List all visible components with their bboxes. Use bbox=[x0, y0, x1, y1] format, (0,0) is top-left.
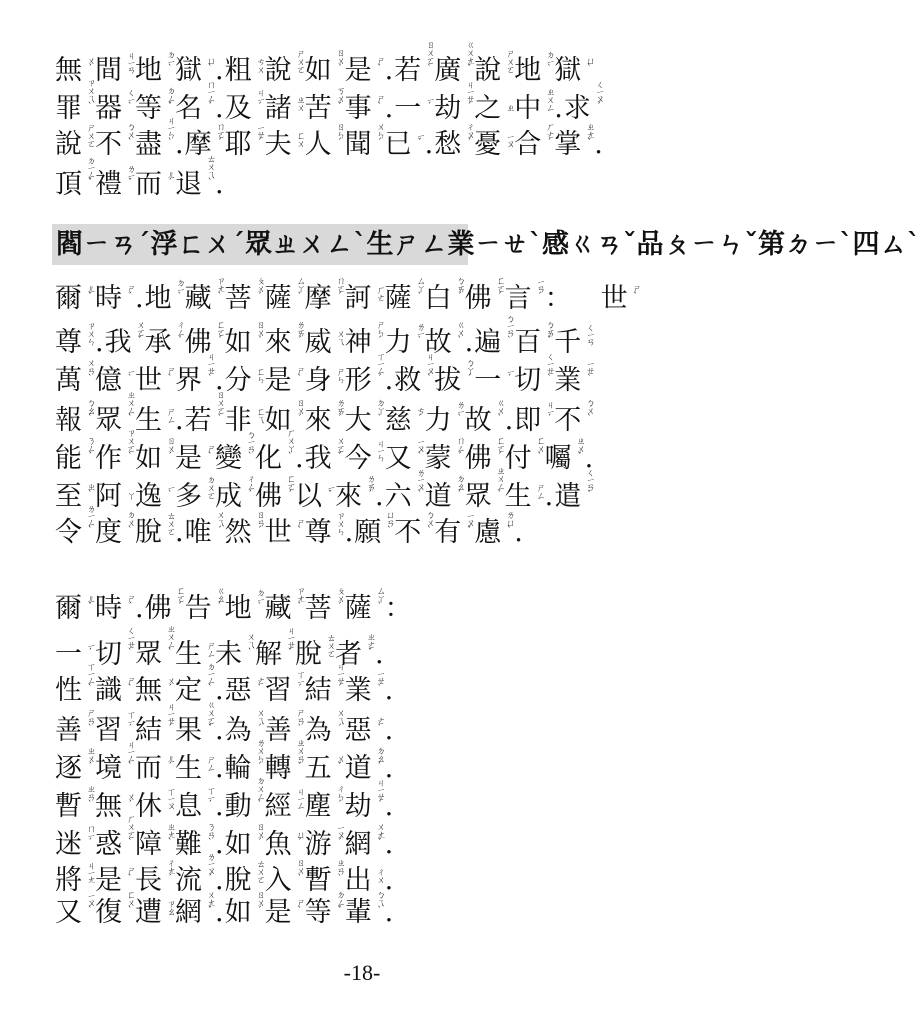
text-line: 能 ㄋㄥˊ作 ㄗㄨㄛˋ如 ㄖㄨˊ是 ㄕˋ變 ㄅㄧㄢˋ化 ㄏㄨㄚˋ.我 ㄨㄛˇ今 ㄐㄧㄣ又 ㄧㄡˋ蒙 ㄇㄥˊ佛 ㄈㄛˊ付 ㄈㄨˋ囑 ㄓㄨˇ. bbox=[55, 428, 595, 474]
text-line: 罪 ㄗㄨㄟˋ器 ㄑㄧˋ等 ㄉㄥˇ名 ㄇㄧㄥˊ.及 ㄐㄧˊ諸 ㄓㄨ苦 ㄎㄨˇ事 ㄕˋ.一 ㄧˊ劫 ㄐㄧㄝˊ之 ㄓ中 ㄓㄨㄥ.求 ㄑㄧㄡˊ bbox=[55, 78, 604, 124]
text-line: 性 ㄒㄧㄥˋ識 ㄕˋ無 ㄨˊ定 ㄉㄧㄥˋ.惡 ㄜˋ習 ㄒㄧˊ結 ㄐㄧㄝˊ業 ㄧㄝˋ. bbox=[55, 662, 395, 707]
paragraph-ksitigarbha-speech bbox=[55, 276, 675, 549]
text-line: 逐 ㄓㄨˊ境 ㄐㄧㄥˋ而 ㄦˊ生 ㄕㄥ.輪 ㄌㄨㄣˊ轉 ㄓㄨㄢˇ五 ㄨˇ道 ㄉㄠˋ. bbox=[55, 738, 395, 784]
text-line: 爾 ㄦˇ時 ㄕˊ.佛 ㄈㄛˊ告 ㄍㄠˋ地 ㄉㄧˋ藏 ㄗㄤˋ菩 ㄆㄨˊ薩 ㄙㄚˋ： bbox=[55, 586, 413, 624]
text-line: 又 ㄧㄡˋ復 ㄈㄨˋ遭 ㄗㄠ網 ㄨㄤˇ.如 ㄖㄨˊ是 ㄕˋ等 ㄉㄥˇ輩 ㄅㄟˋ. bbox=[55, 890, 395, 928]
chapter-heading: 閻ㄧㄢˊ浮ㄈㄨˊ眾ㄓㄨㄥˋ生ㄕㄥ業ㄧㄝˋ感ㄍㄢˇ品ㄆㄧㄣˇ第ㄉㄧˋ四ㄙˋ bbox=[52, 224, 468, 265]
paragraph-hell-description bbox=[55, 40, 675, 200]
text-line: 暫 ㄓㄢˋ無 ㄨˊ休 ㄒㄧㄡ息 ㄒㄧˊ.動 ㄉㄨㄥˋ經 ㄐㄧㄥ塵 ㄔㄣˊ劫 ㄐㄧㄝˊ. bbox=[55, 776, 395, 822]
text-line: 報 ㄅㄠˋ眾 ㄓㄨㄥˋ生 ㄕㄥ.若 ㄖㄨㄛˋ非 ㄈㄟ如 ㄖㄨˊ來 ㄌㄞˊ大 ㄉㄚˋ慈 ㄘˊ力 ㄌㄧˋ故 ㄍㄨˋ.即 ㄐㄧˊ不 ㄅㄨˋ bbox=[55, 390, 595, 436]
text-line: 迷 ㄇㄧˊ惑 ㄏㄨㄛˋ障 ㄓㄤˋ難 ㄋㄢˋ.如 ㄖㄨˊ魚 ㄩˊ游 ㄧㄡˊ網 ㄨㄤˇ. bbox=[55, 814, 395, 860]
text-line: 尊 ㄗㄨㄣ.我 ㄨㄛˇ承 ㄔㄥˊ佛 ㄈㄛˊ如 ㄖㄨˊ來 ㄌㄞˊ威 ㄨㄟ神 ㄕㄣˊ力 ㄌㄧˋ故 ㄍㄨˋ.遍 ㄅㄧㄢˋ百 ㄅㄞˇ千 ㄑㄧㄢ bbox=[55, 314, 595, 359]
text-line: 說 ㄕㄨㄛ不 ㄅㄨˋ盡 ㄐㄧㄣˋ.摩 ㄇㄛˊ耶 ㄧㄝˊ夫 ㄈㄨ人 ㄖㄣˊ聞 ㄨㄣˊ已 ㄧˇ.愁 ㄔㄡˊ憂 ㄧㄡ合 ㄏㄜˊ掌 ㄓㄤˇ. bbox=[55, 116, 604, 161]
text-line: 頂 ㄉㄧㄥˇ禮 ㄌㄧˇ而 ㄦˊ退 ㄊㄨㄟˋ. bbox=[55, 154, 225, 200]
text-line: 善 ㄕㄢˋ習 ㄒㄧˊ結 ㄐㄧㄝˊ果 ㄍㄨㄛˇ.為 ㄨㄟˊ善 ㄕㄢˋ為 ㄨㄟˊ惡 ㄜˋ. bbox=[55, 700, 395, 746]
page-number: -18- bbox=[343, 960, 381, 985]
text-line: 萬 ㄨㄢˋ億 ㄧˋ世 ㄕˋ界 ㄐㄧㄝˋ.分 ㄈㄣ是 ㄕˋ身 ㄕㄣ形 ㄒㄧㄥˊ.救 ㄐㄧㄡˋ拔 ㄅㄚˊ一 ㄧˊ切 ㄑㄧㄝˋ業 ㄧㄝˋ bbox=[55, 352, 595, 397]
text-line: 將 ㄐㄧㄤ是 ㄕˋ長 ㄔㄤˊ流 ㄌㄧㄡˊ.脫 ㄊㄨㄛ入 ㄖㄨˋ暫 ㄓㄢˋ出 ㄔㄨ. bbox=[55, 852, 395, 897]
paragraph-buddha-reply bbox=[55, 586, 675, 928]
text-line: 至 ㄓˋ阿 ㄚ逸 ㄧˋ多 ㄉㄨㄛ成 ㄔㄥˊ佛 ㄈㄛˊ以 ㄧˇ來 ㄌㄞˊ.六 ㄌㄧㄡˋ道 ㄉㄠˋ眾 ㄓㄨㄥˋ生 ㄕㄥ.遣 ㄑㄧㄢˇ bbox=[55, 466, 595, 512]
text-line: 令 ㄌㄧㄥˋ度 ㄉㄨˋ脫 ㄊㄨㄛ.唯 ㄨㄟˊ然 ㄖㄢˊ世 ㄕˋ尊 ㄗㄨㄣ.願 ㄩㄢˋ不 ㄅㄨˋ有 ㄧㄡˇ慮 ㄌㄩˋ. bbox=[55, 504, 524, 549]
text-line: 爾 ㄦˇ時 ㄕˊ.地 ㄉㄧˋ藏 ㄗㄤˋ菩 ㄆㄨˊ薩 ㄙㄚˋ摩 ㄇㄛˊ訶 ㄏㄜ薩 ㄙㄚˋ白 ㄅㄞˊ佛 ㄈㄛˊ言 ㄧㄢˊ： 世 ㄕˋ bbox=[55, 276, 641, 314]
text-line: 無 ㄨˊ間 ㄐㄧㄢ地 ㄉㄧˋ獄 ㄩˋ.粗 ㄘㄨ說 ㄕㄨㄛ如 ㄖㄨˊ是 ㄕˋ.若 ㄖㄨㄛˋ廣 ㄍㄨㄤˇ說 ㄕㄨㄛ地 ㄉㄧˋ獄 ㄩˋ bbox=[55, 40, 595, 86]
text-line: 一 ㄧˊ切 ㄑㄧㄝˋ眾 ㄓㄨㄥˋ生 ㄕㄥ未 ㄨㄟˋ解 ㄐㄧㄝˇ脫 ㄊㄨㄛ者 ㄓㄜˇ. bbox=[55, 624, 385, 670]
